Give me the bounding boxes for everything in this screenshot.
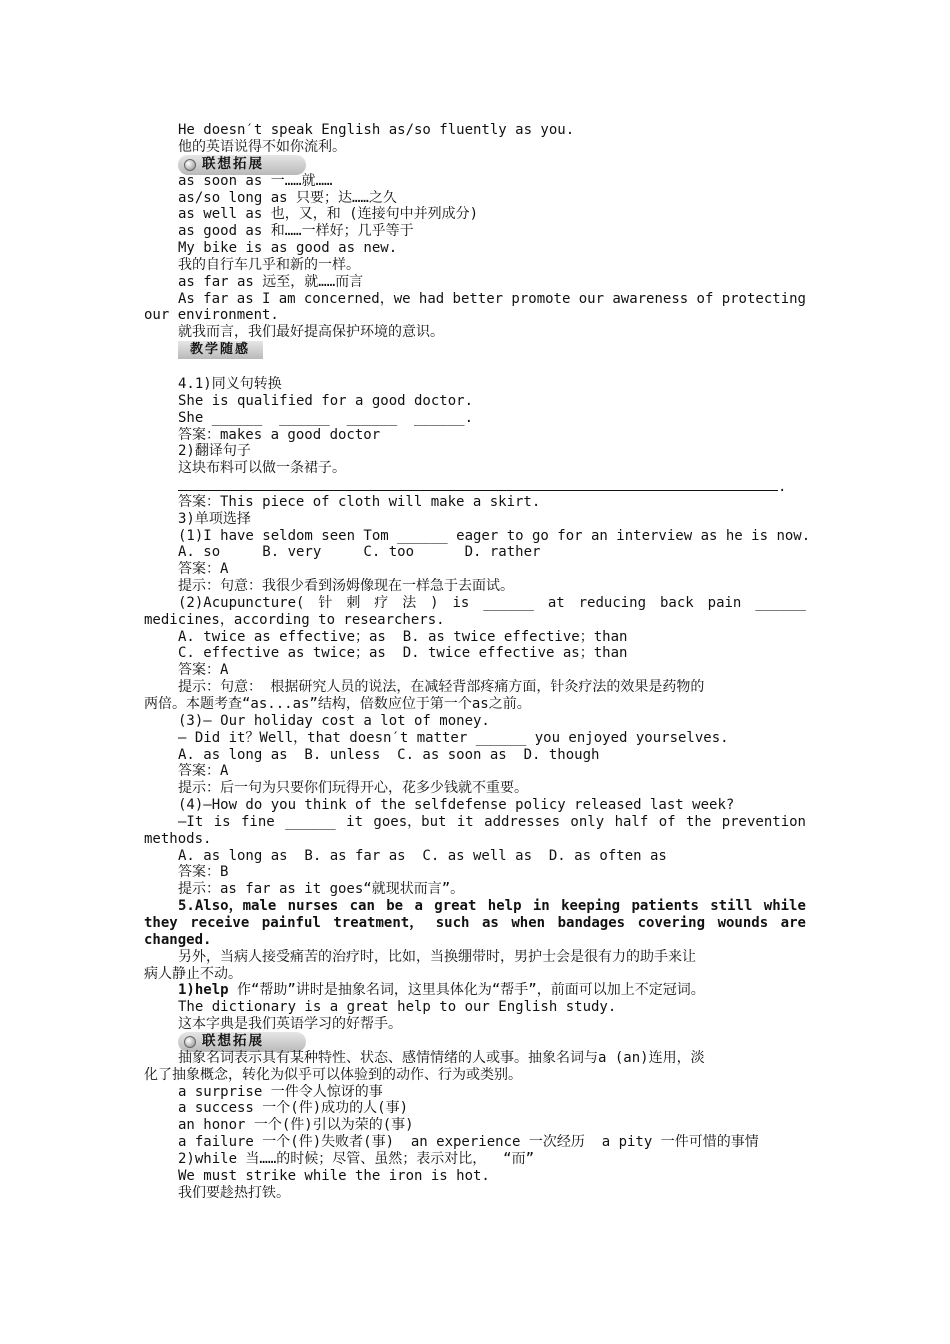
exercise-blank-line: She ______ ______ ______ ______. [178,409,474,426]
word: ) [430,594,439,611]
word: 5.Also，male [178,898,277,915]
exercise-line: She is qualified for a good doctor. [178,392,474,409]
translation-cont: 病人静止不动。 [144,965,242,982]
explanation-line: 抽象名词表示具有某种特性、状态、感情情绪的人或事。抽象名词与a (an)连用，淡 [178,1049,705,1066]
justified-line [178,814,806,831]
answer-line: 答案：This piece of cloth will make a skirt. [178,493,541,510]
key-sentence-cont: changed. [144,931,212,948]
word: can [349,898,375,915]
word: treatment， [333,914,424,931]
phrase-line: as/so long as 只要；达……之久 [178,189,397,206]
justified-line [178,595,806,612]
exercise-heading: 3)单项选择 [178,510,251,527]
word: As [178,290,195,307]
word: is [213,813,231,830]
word: back [659,594,694,611]
word: only [570,813,605,830]
word: bandages [557,914,626,931]
section-badge-association: 联想拓展 [178,1032,306,1052]
word: I [261,290,271,307]
example-sentence: We must strike while the iron is hot. [178,1167,490,1184]
section-badge-teaching-notes: 教学随感 [178,341,263,359]
word: covering [637,914,706,931]
translation: 他的英语说得不如你流利。 [178,138,346,155]
section-badge-association: 联想拓展 [178,155,306,175]
translation: 我们要趁热打铁。 [178,1184,290,1201]
word: at [547,594,565,611]
translation: 我的自行车几乎和新的一样。 [178,256,360,273]
question-line: — Did it？Well，that doesn′t matter ______ you enjoyed yourselves. [178,729,729,746]
phrase-line: an honor 一个(件)引以为荣的(事) [178,1117,414,1134]
options-line: A. twice as effective；as B. as twice effective；than [178,628,628,645]
phrase-line: as soon as 一……就…… [178,172,333,189]
word: of [696,290,714,307]
options-line: A. as long as B. unless C. as soon as D. though [178,746,600,763]
word: prevention [721,813,806,830]
hint-line: 提示：as far as it goes“就现状而言”。 [178,881,465,898]
word: 法 [402,594,417,611]
word: patients [631,898,699,915]
word: am [278,290,296,307]
word: in [532,898,550,915]
word: the [685,813,712,830]
word: half [614,813,649,830]
blank-line [0,359,950,376]
phrase-line: a success 一个(件)成功的人(事) [178,1100,409,1117]
translation: 另外，当病人接受痛苦的治疗时，比如，当换绷带时，男护士会是很有力的助手来让 [178,948,696,965]
exercise-heading: 4.1)同义句转换 [178,375,282,392]
word: ______ [755,594,806,611]
question-line-cont: methods. [144,830,212,847]
word: (2)Acupuncture( [178,594,305,611]
word: protecting [721,290,806,307]
key-sentence [144,915,806,932]
hint-line: 提示：句意： 根据研究人员的说法，在减轻背部疼痛方面，针灸疗法的效果是药物的 [178,679,705,696]
word: promote [511,290,571,307]
word: when [511,914,546,931]
hint-line-cont: 两倍。本题考查“as...as”结构，倍数应位于第一个as之前。 [144,696,531,712]
answer-line: 答案：makes a good doctor [178,426,381,443]
word: it [346,813,363,830]
word: ______ [285,813,336,830]
answer-line: 答案：B [178,864,229,881]
document-page [0,122,950,1201]
word: help [487,898,522,915]
word: our [578,290,605,307]
word: is [452,594,470,611]
example-sentence: The dictionary is a great help to our English study. [178,999,617,1016]
word: fine [241,813,275,830]
answer-line: 答案：A [178,662,229,679]
word: awareness [612,290,689,307]
phrase-line: a surprise 一件令人惊讶的事 [178,1083,383,1100]
hint-line: 提示：后一句为只要你们玩得开心，花多少钱就不重要。 [178,780,528,797]
key-sentence [178,898,806,915]
explanation-line: 1)help 作“帮助”讲时是抽象名词，这里具体化为“帮手”，前面可以加上不定冠词。 [178,982,705,999]
phrase-line: a failure 一个(件)失败者(事) an experience 一次经历 a pity 一件可惜的事情 [178,1134,759,1151]
justified-line [178,291,806,308]
word: of [658,813,676,830]
answer-line: 答案：A [178,763,229,780]
word: as [481,914,499,931]
options-line: C. effective as twice；as D. twice effective as；than [178,645,628,662]
exercise-line: 这块布料可以做一条裙子。 [178,460,346,477]
word: they [144,914,178,931]
example-sentence: He doesn′t speak English as/so fluently as you. [178,122,575,138]
question-line: (1)I have seldom seen Tom ______ eager to go for an interview as he is now. [178,527,811,544]
phrase-line: as far as 远至，就……而言 [178,273,364,290]
word: goes，but [373,813,447,830]
word: it [456,813,474,830]
word: pain [707,594,742,611]
answer-underline [178,477,778,491]
word: 刺 [346,594,361,611]
bullet-icon [184,1036,196,1048]
options-line: A. so B. very C. too D. rather [178,544,541,561]
word: 针 [318,594,333,611]
phrase-line: as good as 和……一样好；几乎等于 [178,223,414,240]
word: reducing [578,594,647,611]
word: had [418,290,445,307]
word: concerned，we [303,290,411,307]
word: are [780,914,806,931]
exercise-heading: 2)翻译句子 [178,443,251,460]
word: addresses [484,813,560,830]
bullet-icon [184,159,196,171]
example-sentence: My bike is as good as new. [178,240,398,257]
word: as [236,290,254,307]
answer-rule-line: . [0,477,950,494]
phrase-line: as well as 也，又，和 (连接句中并列成分) [178,206,479,223]
word: painful [261,914,321,931]
word: nurses [287,898,339,915]
word: while [763,898,806,915]
options-line: A. as long as B. as far as C. as well as D. as often as [178,847,667,864]
word: ______ [483,594,534,611]
word: far [203,290,229,307]
word: great [434,898,477,915]
question-line: (4)—How do you think of the selfdefense policy released last week? [178,797,735,814]
question-line: (3)— Our holiday cost a lot of money. [178,712,490,729]
answer-line: 答案：A [178,561,229,578]
word: be [386,898,404,915]
word: such [435,914,470,931]
word: still [710,898,753,915]
translation: 这本字典是我们英语学习的好帮手。 [178,1016,402,1033]
word: better [452,290,504,307]
word: wounds [717,914,769,931]
explanation-line-cont: 化了抽象概念，转化为似乎可以体验到的动作、行为或类别。 [144,1066,522,1083]
example-sentence-cont: our environment. [144,307,279,324]
word: a [414,898,423,915]
explanation-line: 2)while 当……的时候；尽管、虽然；表示对比， “而” [178,1150,535,1167]
question-line-cont: medicines，according to researchers. [144,611,445,628]
word: keeping [561,898,621,915]
word: —It [178,813,204,830]
word: 疗 [374,594,389,611]
word: receive [190,914,250,931]
hint-line: 提示：句意：我很少看到汤姆像现在一样急于去面试。 [178,578,514,595]
translation: 就我而言，我们最好提高保护环境的意识。 [178,324,444,341]
